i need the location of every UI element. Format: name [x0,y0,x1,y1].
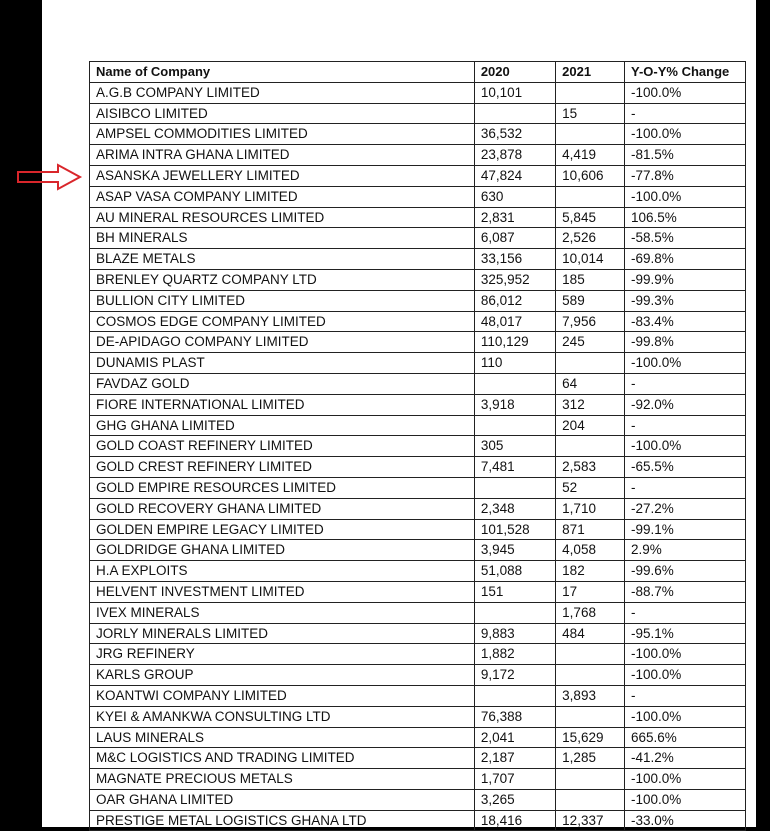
value-2020-cell: 18,416 [474,810,555,831]
value-2021-cell: 1,768 [556,602,625,623]
value-2021-cell: 12,337 [556,810,625,831]
value-2020-cell: 110 [474,353,555,374]
table-row [90,748,746,769]
yoy-change-cell: -100.0% [625,436,746,457]
company-name-cell: DUNAMIS PLAST [90,353,475,374]
value-2020-cell: 305 [474,436,555,457]
company-name-cell: A.G.B COMPANY LIMITED [90,82,475,103]
value-2021-cell [556,186,625,207]
table-row [90,311,746,332]
company-name-cell: JRG REFINERY [90,644,475,665]
value-2021-cell: 1,710 [556,498,625,519]
company-name-cell: ARIMA INTRA GHANA LIMITED [90,145,475,166]
table-row [90,685,746,706]
company-name-cell: GHG GHANA LIMITED [90,415,475,436]
value-2020-cell: 110,129 [474,332,555,353]
company-name-cell: BULLION CITY LIMITED [90,290,475,311]
company-name-cell: AU MINERAL RESOURCES LIMITED [90,207,475,228]
yoy-change-cell: -100.0% [625,186,746,207]
yoy-change-cell: -65.5% [625,457,746,478]
company-name-cell: BLAZE METALS [90,249,475,270]
value-2021-cell: 15,629 [556,727,625,748]
yoy-change-cell: -100.0% [625,644,746,665]
table-row [90,498,746,519]
company-name-cell: OAR GHANA LIMITED [90,789,475,810]
yoy-change-cell: -100.0% [625,82,746,103]
value-2021-cell [556,789,625,810]
company-name-cell: GOLD CREST REFINERY LIMITED [90,457,475,478]
value-2020-cell [474,373,555,394]
value-2021-cell [556,644,625,665]
company-name-cell: IVEX MINERALS [90,602,475,623]
company-name-cell: HELVENT INVESTMENT LIMITED [90,581,475,602]
company-name-cell: ASANSKA JEWELLERY LIMITED [90,165,475,186]
value-2020-cell: 101,528 [474,519,555,540]
value-2020-cell: 86,012 [474,290,555,311]
table-row [90,186,746,207]
value-2020-cell: 9,883 [474,623,555,644]
table-row [90,124,746,145]
company-name-cell: AISIBCO LIMITED [90,103,475,124]
value-2021-cell: 484 [556,623,625,644]
value-2020-cell: 2,348 [474,498,555,519]
company-name-cell: KARLS GROUP [90,665,475,686]
value-2021-cell: 52 [556,477,625,498]
yoy-change-cell: - [625,602,746,623]
yoy-change-cell: - [625,373,746,394]
company-name-cell: LAUS MINERALS [90,727,475,748]
company-table [89,61,746,831]
yoy-change-cell: -99.8% [625,332,746,353]
yoy-change-cell: -92.0% [625,394,746,415]
value-2020-cell: 325,952 [474,269,555,290]
company-name-cell: GOLDRIDGE GHANA LIMITED [90,540,475,561]
value-2020-cell: 47,824 [474,165,555,186]
value-2021-cell: 1,285 [556,748,625,769]
yoy-change-cell: -100.0% [625,789,746,810]
yoy-change-cell: -27.2% [625,498,746,519]
value-2021-cell: 4,419 [556,145,625,166]
yoy-change-cell: -100.0% [625,769,746,790]
company-name-cell: H.A EXPLOITS [90,561,475,582]
table-row [90,290,746,311]
value-2020-cell: 76,388 [474,706,555,727]
company-name-cell: FIORE INTERNATIONAL LIMITED [90,394,475,415]
value-2020-cell: 2,187 [474,748,555,769]
company-name-cell: KOANTWI COMPANY LIMITED [90,685,475,706]
table-row [90,415,746,436]
table-row [90,103,746,124]
value-2020-cell: 3,945 [474,540,555,561]
table-row [90,519,746,540]
table-row [90,207,746,228]
company-name-cell: ASAP VASA COMPANY LIMITED [90,186,475,207]
value-2021-cell: 185 [556,269,625,290]
document-page [42,0,756,827]
red-arrow-icon [14,162,84,192]
table-row [90,165,746,186]
table-row [90,269,746,290]
value-2021-cell: 7,956 [556,311,625,332]
yoy-change-cell: -88.7% [625,581,746,602]
yoy-change-cell: -99.1% [625,519,746,540]
company-name-cell: MAGNATE PRECIOUS METALS [90,769,475,790]
table-row [90,82,746,103]
value-2021-cell: 589 [556,290,625,311]
yoy-change-cell: 106.5% [625,207,746,228]
table-row [90,373,746,394]
yoy-change-cell: - [625,415,746,436]
table-row [90,394,746,415]
value-2021-cell [556,353,625,374]
company-name-cell: JORLY MINERALS LIMITED [90,623,475,644]
value-2020-cell: 151 [474,581,555,602]
value-2020-cell [474,602,555,623]
company-name-cell: AMPSEL COMMODITIES LIMITED [90,124,475,145]
table-row [90,477,746,498]
yoy-change-cell: - [625,685,746,706]
value-2021-cell [556,665,625,686]
value-2020-cell: 48,017 [474,311,555,332]
company-name-cell: COSMOS EDGE COMPANY LIMITED [90,311,475,332]
company-name-cell: M&C LOGISTICS AND TRADING LIMITED [90,748,475,769]
table-row [90,581,746,602]
yoy-change-cell: -58.5% [625,228,746,249]
header-company: Name of Company [90,62,475,83]
value-2021-cell: 64 [556,373,625,394]
yoy-change-cell: -83.4% [625,311,746,332]
value-2020-cell: 630 [474,186,555,207]
table-row [90,353,746,374]
header-yoy: Y-O-Y% Change [625,62,746,83]
value-2020-cell: 23,878 [474,145,555,166]
value-2021-cell: 10,014 [556,249,625,270]
yoy-change-cell: - [625,477,746,498]
value-2020-cell: 6,087 [474,228,555,249]
yoy-change-cell: -81.5% [625,145,746,166]
value-2021-cell: 5,845 [556,207,625,228]
table-row [90,789,746,810]
value-2021-cell: 3,893 [556,685,625,706]
value-2020-cell: 51,088 [474,561,555,582]
value-2021-cell [556,82,625,103]
value-2021-cell [556,436,625,457]
value-2020-cell [474,103,555,124]
value-2021-cell: 15 [556,103,625,124]
table-row [90,561,746,582]
table-row [90,332,746,353]
table-row [90,249,746,270]
company-name-cell: KYEI & AMANKWA CONSULTING LTD [90,706,475,727]
company-name-cell: GOLDEN EMPIRE LEGACY LIMITED [90,519,475,540]
table-row [90,145,746,166]
value-2020-cell: 1,882 [474,644,555,665]
value-2021-cell: 182 [556,561,625,582]
table-row [90,436,746,457]
yoy-change-cell: -100.0% [625,665,746,686]
yoy-change-cell: -69.8% [625,249,746,270]
value-2021-cell: 312 [556,394,625,415]
company-name-cell: DE-APIDAGO COMPANY LIMITED [90,332,475,353]
table-row [90,623,746,644]
table-row [90,665,746,686]
value-2020-cell [474,415,555,436]
company-name-cell: FAVDAZ GOLD [90,373,475,394]
yoy-change-cell: - [625,103,746,124]
yoy-change-cell: -99.6% [625,561,746,582]
value-2020-cell: 36,532 [474,124,555,145]
yoy-change-cell: -100.0% [625,706,746,727]
value-2021-cell [556,706,625,727]
table-row [90,602,746,623]
yoy-change-cell: -41.2% [625,748,746,769]
value-2021-cell: 10,606 [556,165,625,186]
company-name-cell: PRESTIGE METAL LOGISTICS GHANA LTD [90,810,475,831]
table-row [90,769,746,790]
header-2021: 2021 [556,62,625,83]
yoy-change-cell: -33.0% [625,810,746,831]
value-2021-cell: 17 [556,581,625,602]
yoy-change-cell: -77.8% [625,165,746,186]
yoy-change-cell: -100.0% [625,353,746,374]
yoy-change-cell: -95.1% [625,623,746,644]
company-name-cell: GOLD EMPIRE RESOURCES LIMITED [90,477,475,498]
table-header-row [90,62,746,83]
value-2021-cell [556,769,625,790]
table-row [90,706,746,727]
company-name-cell: GOLD COAST REFINERY LIMITED [90,436,475,457]
value-2020-cell: 2,831 [474,207,555,228]
value-2020-cell: 1,707 [474,769,555,790]
yoy-change-cell: -99.9% [625,269,746,290]
value-2021-cell: 204 [556,415,625,436]
table-row [90,644,746,665]
value-2020-cell: 2,041 [474,727,555,748]
company-name-cell: BH MINERALS [90,228,475,249]
yoy-change-cell: -99.3% [625,290,746,311]
value-2021-cell [556,124,625,145]
value-2020-cell [474,477,555,498]
yoy-change-cell: -100.0% [625,124,746,145]
company-name-cell: GOLD RECOVERY GHANA LIMITED [90,498,475,519]
value-2020-cell: 9,172 [474,665,555,686]
value-2020-cell: 3,918 [474,394,555,415]
table-row [90,540,746,561]
value-2020-cell: 10,101 [474,82,555,103]
value-2020-cell: 7,481 [474,457,555,478]
table-row [90,727,746,748]
yoy-change-cell: 2.9% [625,540,746,561]
table-row [90,810,746,831]
value-2020-cell [474,685,555,706]
value-2021-cell: 2,526 [556,228,625,249]
value-2021-cell: 871 [556,519,625,540]
value-2021-cell: 4,058 [556,540,625,561]
company-name-cell: BRENLEY QUARTZ COMPANY LTD [90,269,475,290]
table-row [90,228,746,249]
header-2020: 2020 [474,62,555,83]
value-2020-cell: 3,265 [474,789,555,810]
value-2021-cell: 2,583 [556,457,625,478]
yoy-change-cell: 665.6% [625,727,746,748]
table-row [90,457,746,478]
value-2020-cell: 33,156 [474,249,555,270]
value-2021-cell: 245 [556,332,625,353]
